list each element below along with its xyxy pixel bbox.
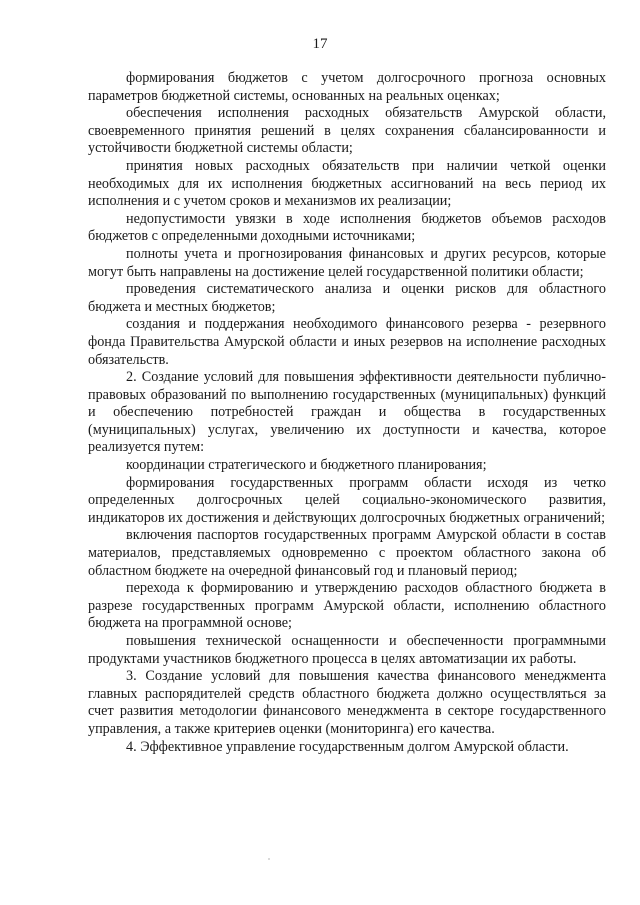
page-number: 17 xyxy=(312,36,328,52)
paragraph: 2. Создание условий для повышения эффективности деятельности публично-правовых образований по выполнению государственных (муниципальных) функций и обеспечению потребностей граждан и общества в государственных (муниципальных) услугах, увеличению их доступности и качества, которое реализуется путем: xyxy=(88,369,606,456)
paragraph: включения паспортов государственных программ Амурской области в состав материалов, представляемых одновременно с проектом областного закона об областном бюджете на очередной финансовый год и плановый период; xyxy=(88,527,606,579)
paragraph: повышения технической оснащенности и обеспеченности программными продуктами участников бюджетного процесса в целях автоматизации их работы. xyxy=(88,633,606,667)
paragraph: обеспечения исполнения расходных обязательств Амурской области, своевременного принятия решений в целях сохранения сбалансированности и устойчивости бюджетной системы области; xyxy=(88,105,606,157)
paragraph: формирования государственных программ области исходя из четко определенных долгосрочных целей социально-экономического развития, индикаторов их достижения и действующих долгосрочных бюджетных ограничений; xyxy=(88,474,606,526)
paragraph: координации стратегического и бюджетного планирования; xyxy=(126,457,487,474)
paragraph: формирования бюджетов с учетом долгосрочного прогноза основных параметров бюджетной системы, основанных на реальных оценках; xyxy=(88,70,606,104)
paragraph: полноты учета и прогнозирования финансовых и других ресурсов, которые могут быть направлены на достижение целей государственной политики области; xyxy=(88,245,606,280)
body-text xyxy=(88,70,606,756)
paragraph: 3. Создание условий для повышения качества финансового менеджмента главных распорядителей средств областного бюджета должно осуществляться за счет развития методологии финансового менеджмента в секторе государственного управления, а также критериев оценки (мониторинга) его качества. xyxy=(88,668,606,737)
paragraph: проведения систематического анализа и оценки рисков для областного бюджета и местных бюджетов; xyxy=(88,281,606,315)
paragraph: создания и поддержания необходимого финансового резерва - резервного фонда Правительства Амурской области и иных резервов на исполнение расходных обязательств. xyxy=(88,316,606,368)
paragraph: 4. Эффективное управление государственным долгом Амурской области. xyxy=(126,738,569,755)
paragraph: недопустимости увязки в ходе исполнения бюджетов объемов расходов бюджетов с определенными доходными источниками; xyxy=(88,210,606,245)
paragraph: принятия новых расходных обязательств при наличии четкой оценки необходимых для их исполнения бюджетных ассигнований на весь период их исполнения и с учетом сроков и механизмов их реализации; xyxy=(88,157,606,210)
paragraph: перехода к формированию и утверждению расходов областного бюджета в разрезе государственных программ Амурской области, исполнению областного бюджета на программной основе; xyxy=(88,580,606,632)
scan-speck xyxy=(268,858,270,860)
